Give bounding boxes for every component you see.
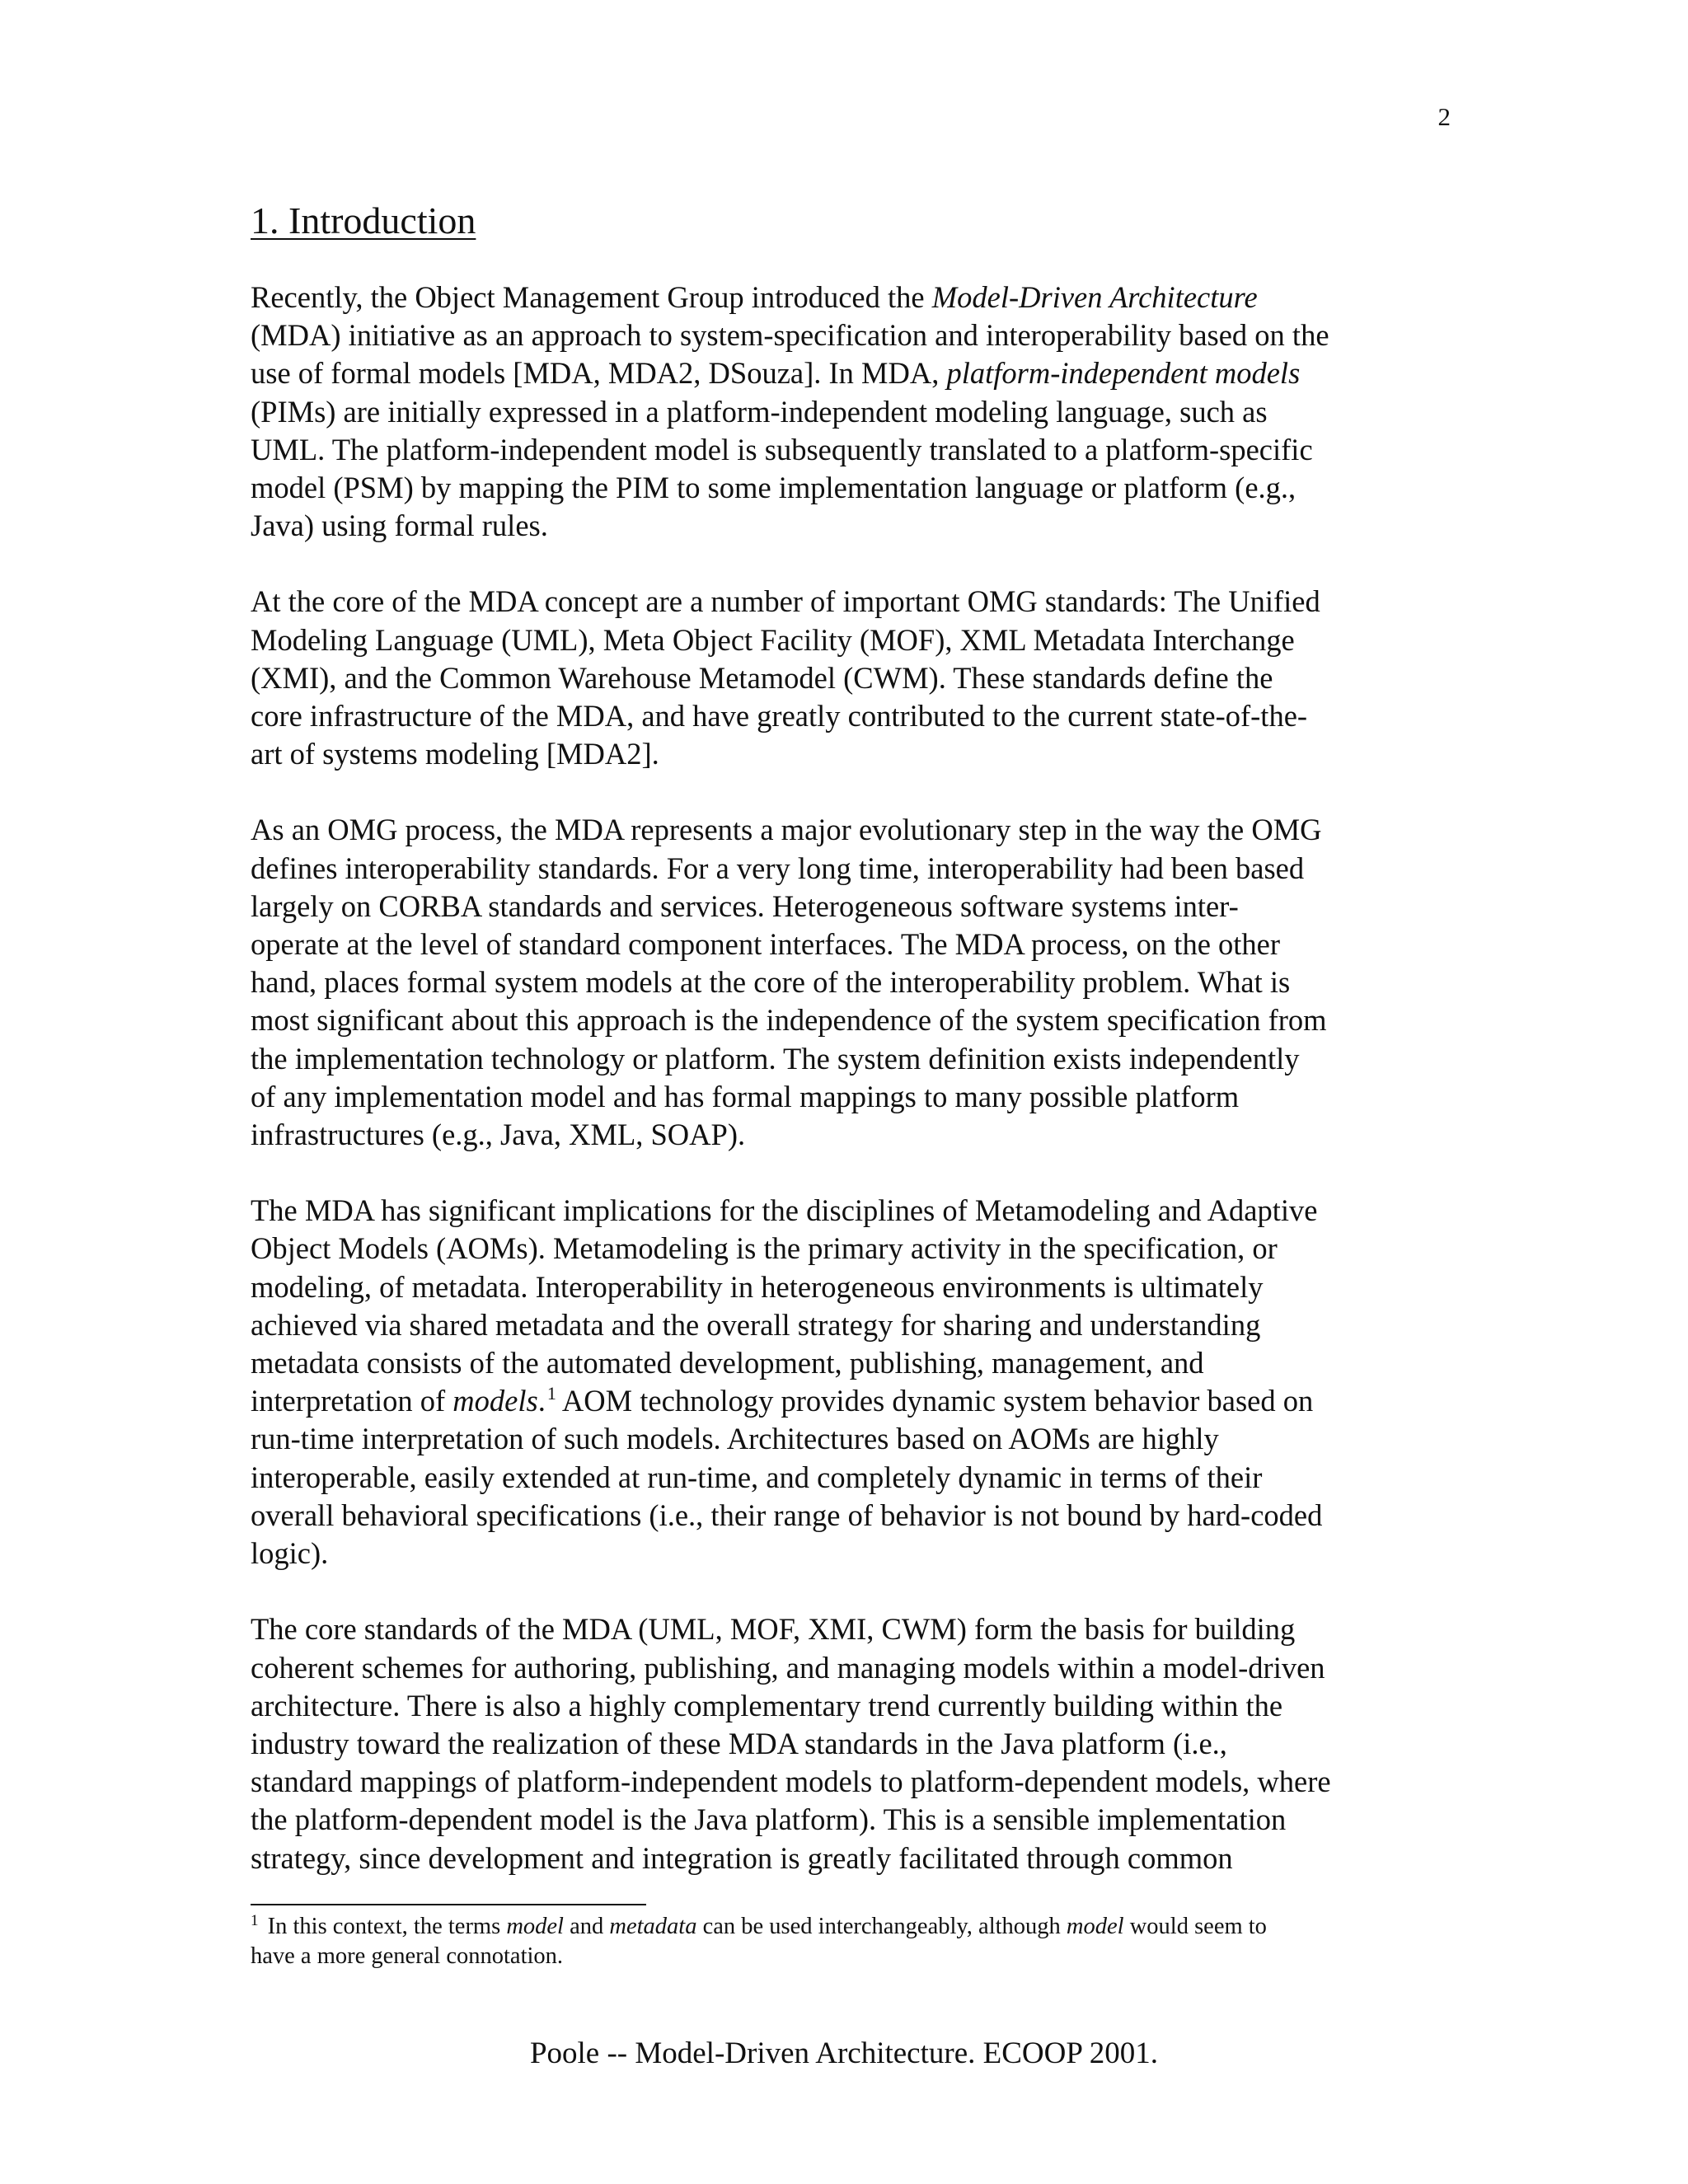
italic-term: models [452, 1384, 538, 1418]
italic-term: platform-independent models [946, 356, 1301, 391]
text-line: run-time interpretation of such models. Architectures based on AOMs are highly [251, 1422, 1219, 1456]
text-line: industry toward the realization of these MDA standards in the Java platform (i.e., [251, 1726, 1227, 1760]
text-line: Object Models (AOMs). Metamodeling is the primary activity in the specification, or [251, 1231, 1278, 1266]
page-footer: Poole -- Model-Driven Architecture. ECOOP 2001. [529, 2036, 1159, 2070]
italic-term: model [506, 1914, 564, 1939]
paragraph [251, 279, 1437, 545]
text-line: modeling, of metadata. Interoperability in heterogeneous environments is ultimately [251, 1269, 1264, 1304]
text-line: The core standards of the MDA (UML, MOF, XMI, CWM) form the basis for building [251, 1612, 1296, 1647]
body-text [251, 279, 1437, 1915]
footnote-reference: 1 [546, 1383, 556, 1404]
text-line: metadata consists of the automated development, publishing, management, and [251, 1346, 1204, 1380]
section-heading: 1. Introduction [251, 199, 476, 241]
text-line: As an OMG process, the MDA represents a major evolutionary step in the way the OMG [251, 813, 1322, 847]
text-line: coherent schemes for authoring, publishing, and managing models within a model-driven [251, 1650, 1325, 1685]
italic-term: model [1066, 1914, 1124, 1939]
paragraph [251, 583, 1437, 773]
text-line: overall behavioral specifications (i.e., their range of behavior is not bound by hard-coded [251, 1497, 1323, 1532]
text-line: logic). [251, 1536, 329, 1571]
paragraph [251, 811, 1437, 1154]
text-line: most significant about this approach is the independence of the system specification from [251, 1003, 1327, 1038]
text-line: Java) using formal rules. [251, 509, 548, 543]
text-line: (XMI), and the Common Warehouse Metamodel (CWM). These standards define the [251, 660, 1273, 695]
text-line: At the core of the MDA concept are a number of important OMG standards: The Unified [251, 584, 1320, 619]
page-number: 2 [1437, 102, 1451, 131]
italic-term: metadata [609, 1914, 697, 1939]
text-line: use of formal models [MDA, MDA2, DSouza]. In MDA, platform-independent models [251, 356, 1301, 391]
text-line: interpretation of models.$^1$ AOM technology provides dynamic system behavior based on [251, 1383, 1314, 1418]
text-line: of any implementation model and has formal mappings to many possible platform [251, 1079, 1240, 1113]
text-line: core infrastructure of the MDA, and have greatly contributed to the current state-of-the- [251, 699, 1308, 733]
paragraph [251, 1610, 1437, 1877]
paragraph [251, 1192, 1437, 1572]
text-line: largely on CORBA standards and services. Heterogeneous software systems inter- [251, 888, 1239, 923]
text-line: hand, places formal system models at the core of the interoperability problem. What is [251, 965, 1291, 1000]
footnote-mark: 1 [251, 1912, 259, 1929]
text-line: Modeling Language (UML), Meta Object Facility (MOF), XML Metadata Interchange [251, 622, 1295, 657]
footnote-line: have a more general connotation. [251, 1943, 564, 1969]
text-line: Recently, the Object Management Group introduced the Model-Driven Architecture [251, 280, 1258, 314]
text-line: achieved via shared metadata and the overall strategy for sharing and understanding [251, 1307, 1261, 1342]
text-line: The MDA has significant implications for the disciplines of Metamodeling and Adaptive [251, 1193, 1318, 1228]
text-line: defines interoperability standards. For a very long time, interoperability had been based [251, 851, 1305, 885]
text-line: (PIMs) are initially expressed in a platform-independent modeling language, such as [251, 394, 1268, 429]
text-line: interoperable, easily extended at run-time, and completely dynamic in terms of their [251, 1460, 1263, 1494]
italic-term: Model-Driven Architecture [931, 280, 1258, 314]
text-line: infrastructures (e.g., Java, XML, SOAP). [251, 1118, 746, 1152]
text-line: architecture. There is also a highly complementary trend currently building within the [251, 1688, 1283, 1722]
text-line: the implementation technology or platform. The system definition exists independently [251, 1041, 1300, 1076]
text-line: art of systems modeling [MDA2]. [251, 737, 659, 771]
text-line: operate at the level of standard component interfaces. The MDA process, on the other [251, 927, 1281, 962]
footnote-line: $^1$ In this context, the terms model and metadata can be used interchangeably, although model would seem to [251, 1912, 1267, 1939]
text-line: UML. The platform-independent model is subsequently translated to a platform-specific [251, 432, 1313, 466]
footnote-divider [251, 1904, 646, 1905]
text-line: strategy, since development and integration is greatly facilitated through common [251, 1840, 1233, 1875]
footnote [251, 1912, 1454, 1971]
text-line: (MDA) initiative as an approach to system-specification and interoperability based on the [251, 318, 1329, 353]
text-line: the platform-dependent model is the Java platform). This is a sensible implementation [251, 1802, 1287, 1837]
text-line: model (PSM) by mapping the PIM to some implementation language or platform (e.g., [251, 471, 1296, 505]
text-line: standard mappings of platform-independent models to platform-dependent models, where [251, 1765, 1331, 1799]
